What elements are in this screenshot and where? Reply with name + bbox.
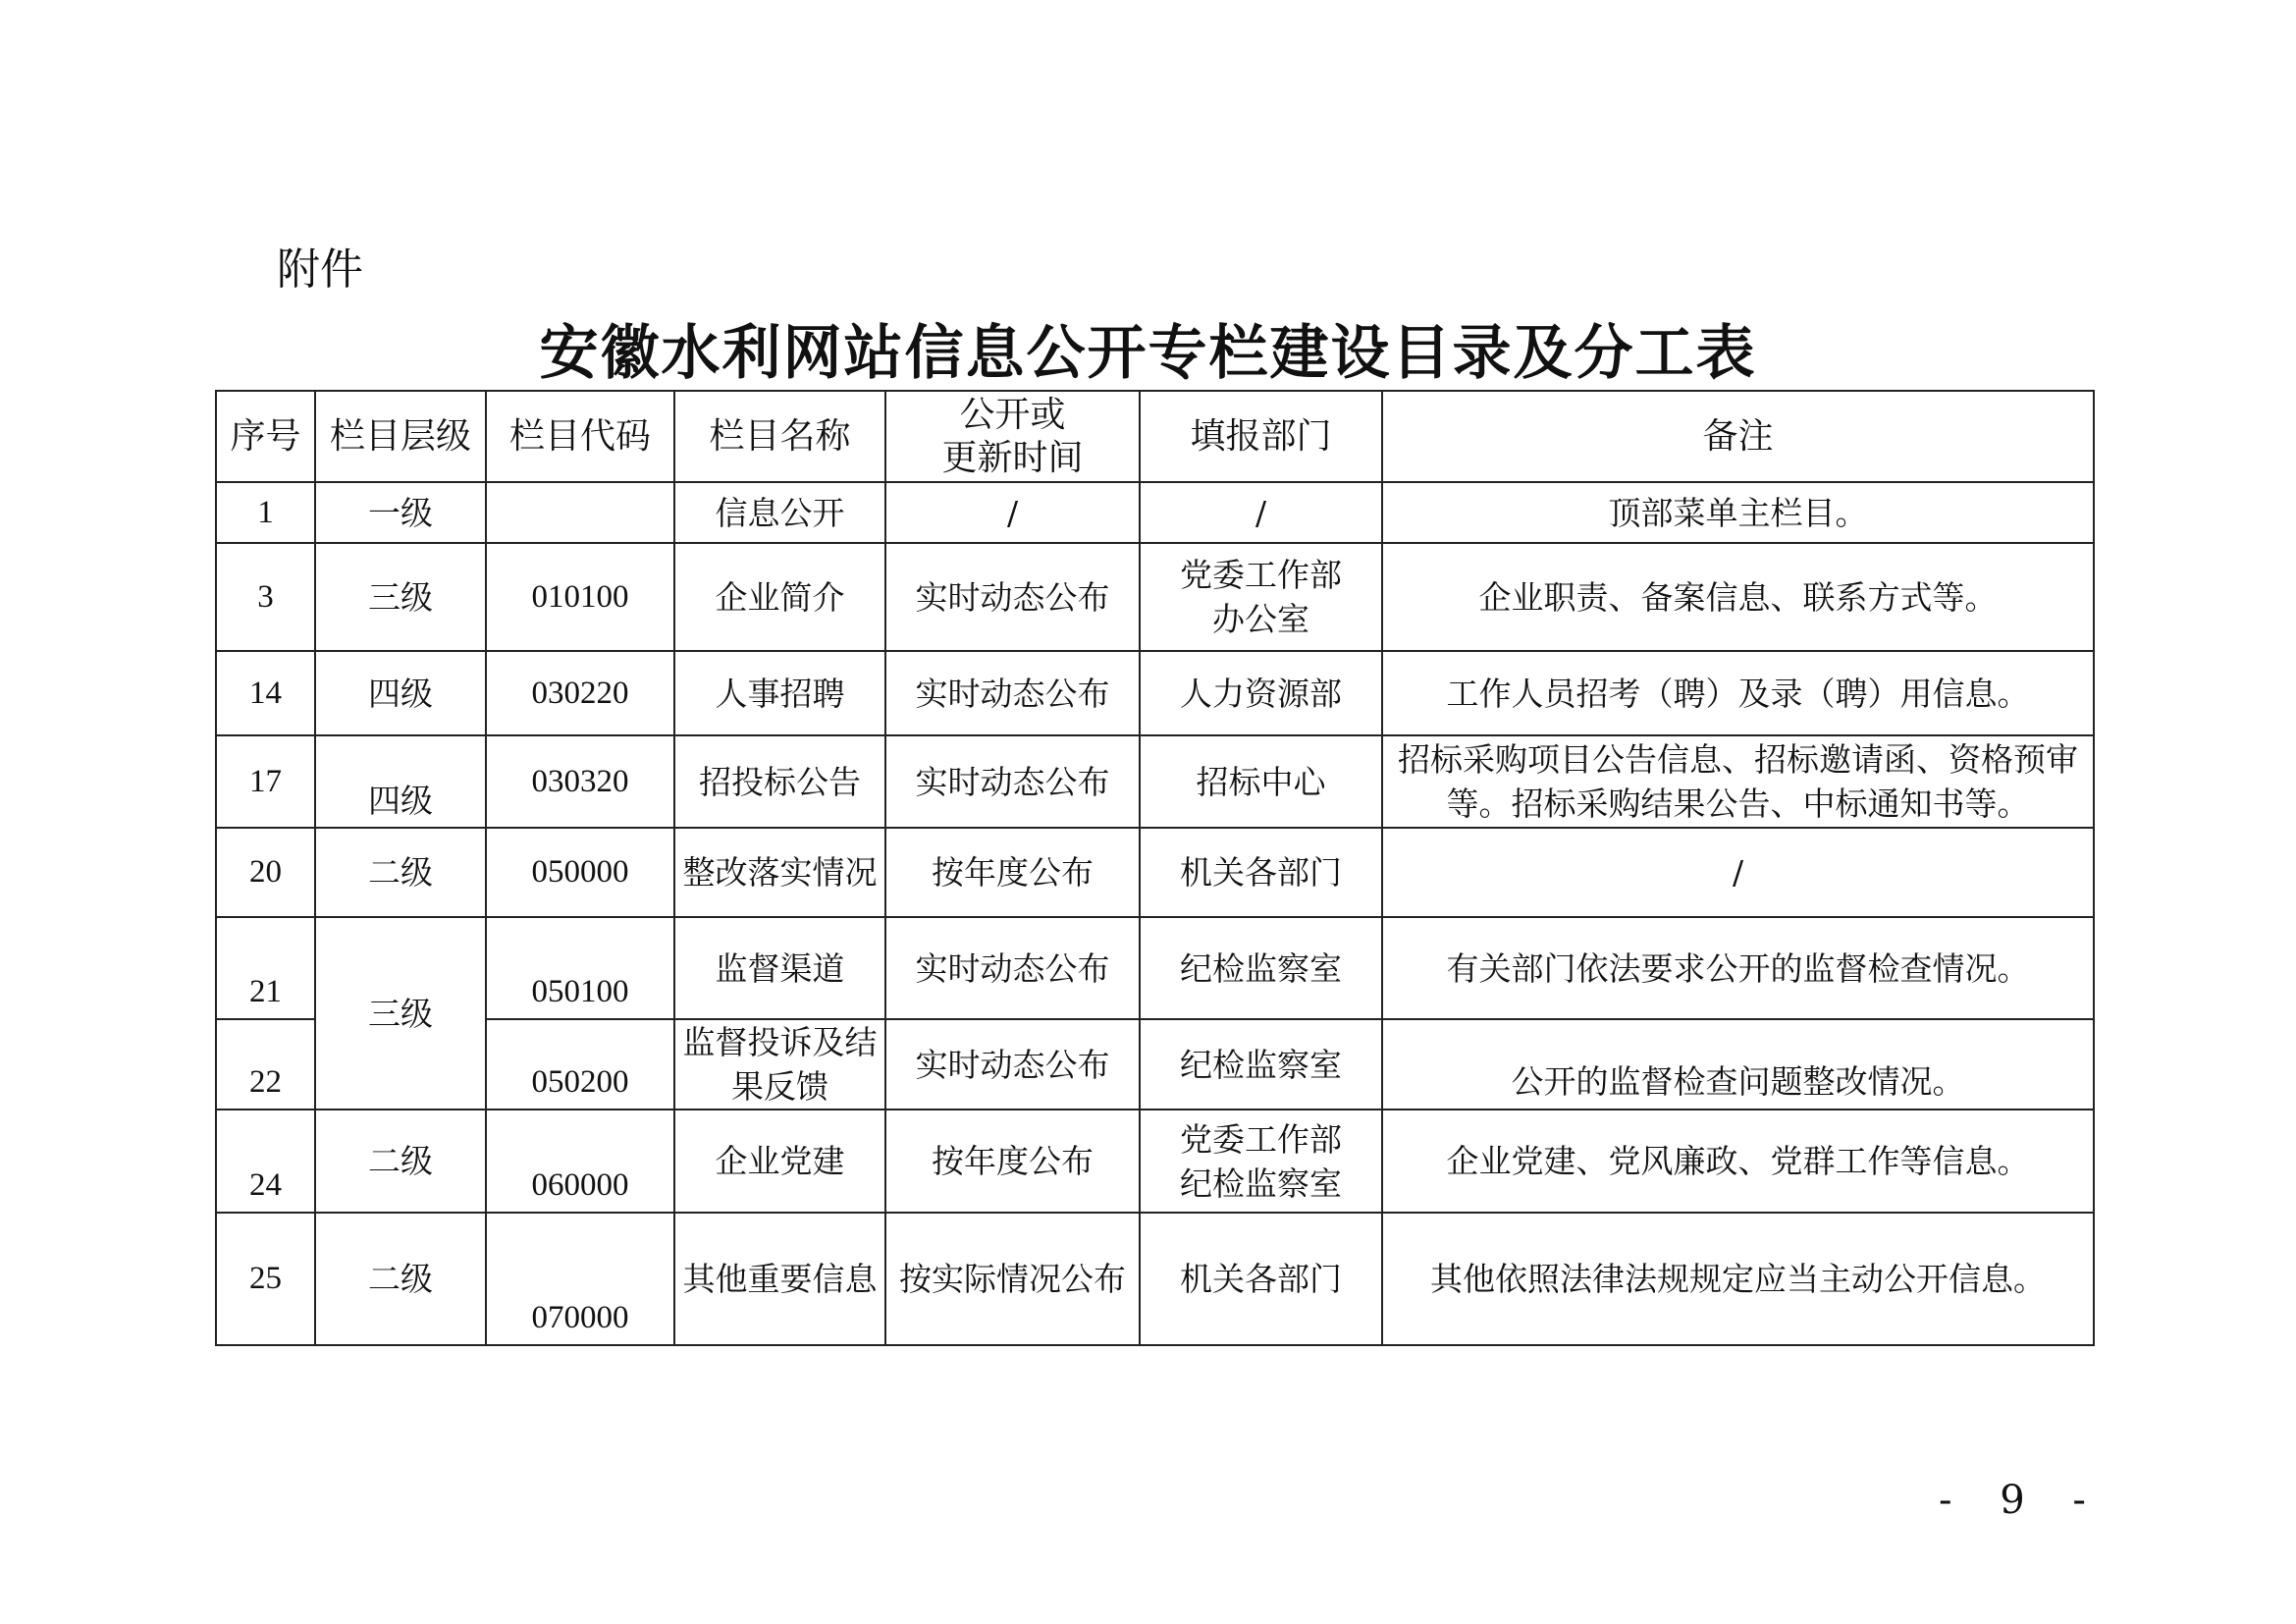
cell-level: 二级 (315, 828, 486, 917)
cell-note: 企业职责、备案信息、联系方式等。 (1382, 543, 2094, 651)
cell-dept-line1: 党委工作部 (1180, 1119, 1342, 1159)
cell-name: 人事招聘 (674, 651, 885, 735)
cell-level: 三级 (315, 917, 486, 1110)
cell-level: 三级 (315, 543, 486, 651)
cell-note-line1: 招标采购项目公告信息、招标邀请函、资格预审 (1398, 740, 2078, 779)
cell-level: 二级 (315, 1213, 486, 1345)
cell-time: 实时动态公布 (885, 651, 1140, 735)
cell-code: 010100 (486, 543, 674, 651)
cell-note-text: 公开的监督检查问题整改情况。 (1511, 1061, 1965, 1101)
cell-seq: 24 (216, 1110, 315, 1213)
cell-name-line1: 监督投诉及结 (682, 1023, 878, 1061)
cell-seq: 22 (216, 1019, 315, 1110)
cell-time: 实时动态公布 (885, 1019, 1140, 1110)
cell-dept (1140, 1110, 1382, 1213)
cell-level: 四级 (315, 651, 486, 735)
directory-table (215, 390, 2095, 1346)
cell-seq: 14 (216, 651, 315, 735)
cell-time: 按实际情况公布 (885, 1213, 1140, 1345)
table-row (216, 543, 2094, 651)
cell-dept: / (1140, 482, 1382, 543)
cell-dept: 机关各部门 (1140, 828, 1382, 917)
header-seq: 序号 (216, 391, 315, 482)
cell-level: 一级 (315, 482, 486, 543)
cell-name: 企业简介 (674, 543, 885, 651)
cell-level: 二级 (315, 1110, 486, 1213)
cell-time: 实时动态公布 (885, 917, 1140, 1019)
cell-note: 顶部菜单主栏目。 (1382, 482, 2094, 543)
table-row (216, 651, 2094, 735)
cell-time: 实时动态公布 (885, 543, 1140, 651)
cell-time: 实时动态公布 (885, 735, 1140, 828)
cell-dept: 招标中心 (1140, 735, 1382, 828)
cell-note-line2: 等。招标采购结果公告、中标通知书等。 (1446, 785, 2030, 823)
cell-note: 有关部门依法要求公开的监督检查情况。 (1382, 917, 2094, 1019)
cell-time: 按年度公布 (885, 828, 1140, 917)
header-name: 栏目名称 (674, 391, 885, 482)
cell-seq: 1 (216, 482, 315, 543)
cell-dept: 人力资源部 (1140, 651, 1382, 735)
table-row (216, 1213, 2094, 1345)
cell-code: 050200 (486, 1019, 674, 1110)
cell-name: 监督渠道 (674, 917, 885, 1019)
header-level: 栏目层级 (315, 391, 486, 482)
cell-code: 050100 (486, 917, 674, 1019)
cell-note: 工作人员招考（聘）及录（聘）用信息。 (1382, 651, 2094, 735)
cell-seq: 17 (216, 735, 315, 828)
cell-name: 其他重要信息 (674, 1213, 885, 1345)
cell-note (1382, 1019, 2094, 1110)
table-row (216, 828, 2094, 917)
cell-seq: 25 (216, 1213, 315, 1345)
cell-name-line2: 果反馈 (731, 1067, 828, 1106)
cell-name (674, 1019, 885, 1110)
cell-dept: 机关各部门 (1140, 1213, 1382, 1345)
cell-code: 050000 (486, 828, 674, 917)
table-row (216, 482, 2094, 543)
cell-note: 其他依照法律法规规定应当主动公开信息。 (1382, 1213, 2094, 1345)
attachment-label: 附件 (277, 244, 363, 295)
cell-dept: 纪检监察室 (1140, 917, 1382, 1019)
table-row (216, 735, 2094, 828)
cell-seq: 21 (216, 917, 315, 1019)
header-note: 备注 (1382, 391, 2094, 482)
cell-seq: 20 (216, 828, 315, 917)
cell-name: 企业党建 (674, 1110, 885, 1213)
cell-code: 070000 (486, 1213, 674, 1345)
table-header-row (216, 391, 2094, 482)
document-title: 安徽水利网站信息公开专栏建设目录及分工表 (539, 319, 1757, 388)
cell-note: / (1382, 828, 2094, 917)
table-row (216, 1110, 2094, 1213)
header-code: 栏目代码 (486, 391, 674, 482)
cell-code: 060000 (486, 1110, 674, 1213)
cell-time: / (885, 482, 1140, 543)
cell-dept (1140, 543, 1382, 651)
cell-dept-line1: 党委工作部 (1180, 556, 1342, 594)
cell-code: 030220 (486, 651, 674, 735)
header-time-line1: 公开或 (959, 394, 1066, 435)
cell-dept-line2: 纪检监察室 (1180, 1164, 1342, 1203)
cell-time: 按年度公布 (885, 1110, 1140, 1213)
cell-seq: 3 (216, 543, 315, 651)
cell-note: 企业党建、党风廉政、党群工作等信息。 (1382, 1110, 2094, 1213)
cell-code (486, 482, 674, 543)
cell-name: 招投标公告 (674, 735, 885, 828)
header-dept: 填报部门 (1140, 391, 1382, 482)
header-time (885, 391, 1140, 482)
cell-dept-line2: 办公室 (1212, 600, 1309, 638)
cell-dept: 纪检监察室 (1140, 1019, 1382, 1110)
cell-code: 030320 (486, 735, 674, 828)
table-row (216, 917, 2094, 1019)
cell-name: 整改落实情况 (674, 828, 885, 917)
page-number: - 9 - (1939, 1478, 2104, 1523)
header-time-line2: 更新时间 (941, 437, 1084, 478)
cell-note (1382, 735, 2094, 828)
cell-name: 信息公开 (674, 482, 885, 543)
cell-level: 四级 (315, 735, 486, 828)
table-row (216, 1019, 2094, 1110)
